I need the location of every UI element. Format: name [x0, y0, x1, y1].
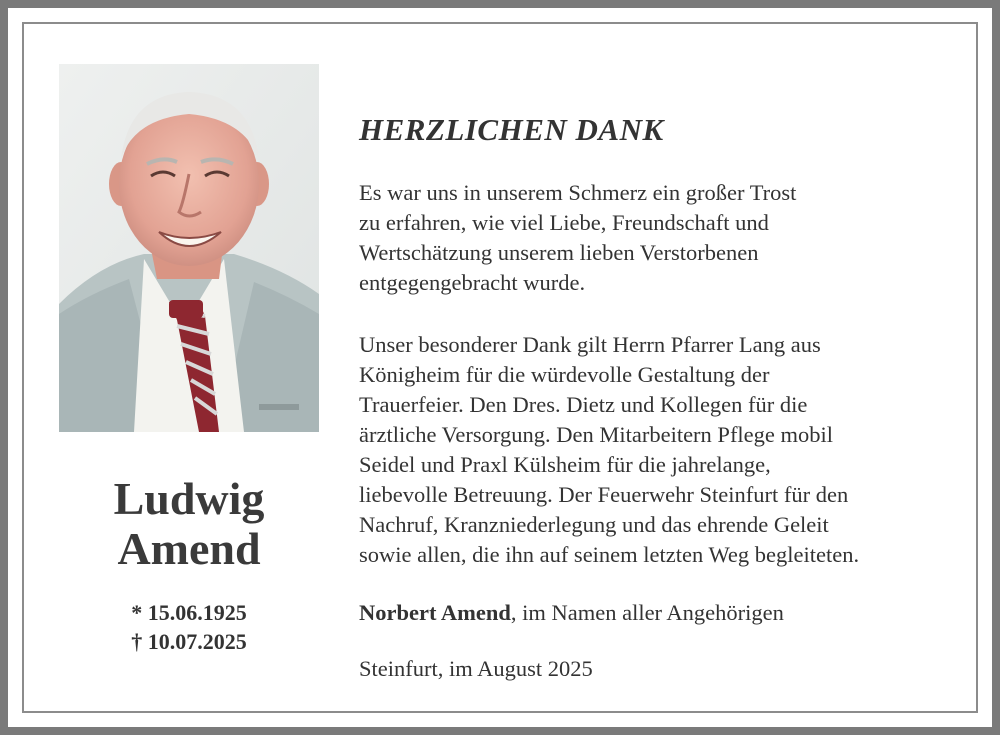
death-date: † 10.07.2025: [131, 629, 247, 654]
place-date: Steinfurt, im August 2025: [359, 656, 593, 681]
signature-rest: , im Namen aller Angehörigen: [510, 600, 784, 625]
deceased-name: [59, 474, 319, 574]
text-line: sowie allen, die ihn auf seinem letzten Weg begleiteten.: [359, 542, 860, 567]
last-name: Amend: [117, 523, 261, 574]
birth-date: * 15.06.1925: [131, 600, 247, 625]
text-line: Königheim für die würdevolle Gestaltung der: [359, 362, 770, 387]
text-line: zu erfahren, wie viel Liebe, Freundschaft und: [359, 210, 769, 235]
life-dates: [59, 598, 319, 656]
obituary-card: [8, 8, 992, 727]
portrait-photo: [59, 64, 319, 432]
text-line: entgegengebracht wurde.: [359, 270, 586, 295]
thanks-paragraph-1: [359, 178, 959, 298]
text-line: Seidel und Praxl Külsheim für die jahrelange,: [359, 452, 771, 477]
signature: [359, 600, 784, 626]
text-line: Wertschätzung unserem lieben Verstorbenen: [359, 240, 759, 265]
thanks-paragraph-2: [359, 330, 959, 570]
text-line: Nachruf, Kranzniederlegung und das ehrende Geleit: [359, 512, 829, 537]
text-line: liebevolle Betreuung. Der Feuerwehr Steinfurt für den: [359, 482, 849, 507]
signature-name: Norbert Amend: [359, 600, 511, 625]
text-line: Unser besonderer Dank gilt Herrn Pfarrer Lang aus: [359, 332, 821, 357]
text-line: Trauerfeier. Den Dres. Dietz und Kollegen für die: [359, 392, 808, 417]
text-line: ärztliche Versorgung. Den Mitarbeitern Pflege mobil: [359, 422, 834, 447]
first-name: Ludwig: [113, 473, 265, 524]
page-title: HERZLICHEN DANK: [359, 112, 664, 147]
text-line: Es war uns in unserem Schmerz ein großer Trost: [359, 180, 797, 205]
